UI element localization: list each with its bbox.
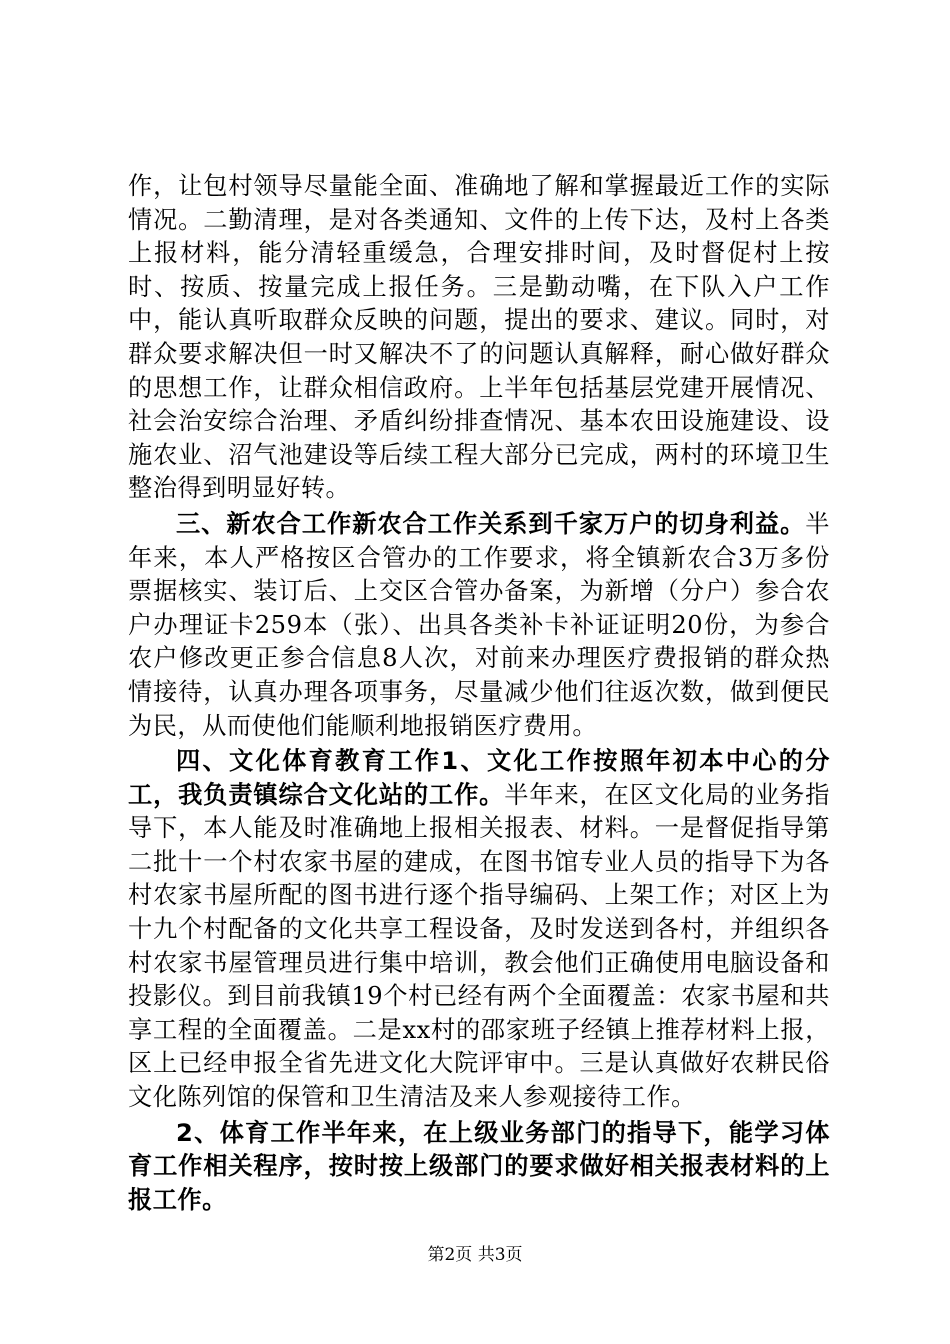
document-body (128, 170, 830, 1217)
paragraph-1 (128, 170, 830, 506)
page-number: 第2页 共3页 (427, 1245, 523, 1265)
paragraph-3-heading: 四、文化体育教育工作1、文化工作按照年初本中心的分工，我负责镇综合文化站的工作。 (128, 747, 830, 809)
paragraph-1-text: 作，让包村领导尽量能全面、准确地了解和掌握最近工作的实际情况。二勤清理，是对各类通知、文件的上传下达，及村上各类上报材料，能分清轻重缓急，合理安排时间，及时督促村上按时、按质、按量完成上报任务。三是勤动嘴，在下队入户工作中，能认真听取群众反映的问题，提出的要求、建议。同时，对群众要求解决但一时又解决不了的问题认真解释，耐心做好群众的思想工作，让群众相信政府。上半年包括基层党建开展情况、社会治安综合治理、矛盾纠纷排查情况、基本农田设施建设、设施农业、沼气池建设等后续工程大部分已完成，两村的环境卫生整治得到明显好转。 (128, 172, 830, 503)
paragraph-2-text: 半年来，本人严格按区合管办的工作要求，将全镇新农合3万多份票据核实、装订后、上交区合管办备案，为新增（分户）参合农户办理证卡259本（张）、出具各类补卡补证证明20份，为参合农户修改更正参合信息8人次，对前来办理医疗费报销的群众热情接待，认真办理各项事务，尽量减少他们往返次数，做到便民为民，从而使他们能顺利地报销医疗费用。 (128, 509, 830, 740)
paragraph-2-heading: 三、新农合工作新农合工作关系到千家万户的切身利益。 (176, 509, 806, 538)
paragraph-2 (128, 508, 830, 743)
paragraph-4 (128, 1117, 830, 1218)
page-footer (0, 1244, 950, 1266)
paragraph-3 (128, 745, 830, 1115)
paragraph-3-text: 半年来，在区文化局的业务指导下，本人能及时准确地上报相关报表、材料。一是督促指导第二批十一个村农家书屋的建成，在图书馆专业人员的指导下为各村农家书屋所配的图书进行逐个指导编码、上架工作；对区上为十九个村配备的文化共享工程设备，及时发送到各村，并组织各村农家书屋管理员进行集中培训，教会他们正确使用电脑设备和投影仪。到目前我镇19个村已经有两个全面覆盖：农家书屋和共享工程的全面覆盖。二是xx村的邵家班子经镇上推荐材料上报，区上已经申报全省先进文化大院评审中。三是认真做好农耕民俗文化陈列馆的保管和卫生清洁及来人参观接待工作。 (128, 780, 830, 1112)
paragraph-4-heading: 2、体育工作半年来，在上级业务部门的指导下，能学习体育工作相关程序，按时按上级部门的要求做好相关报表材料的上报工作。 (128, 1118, 830, 1214)
